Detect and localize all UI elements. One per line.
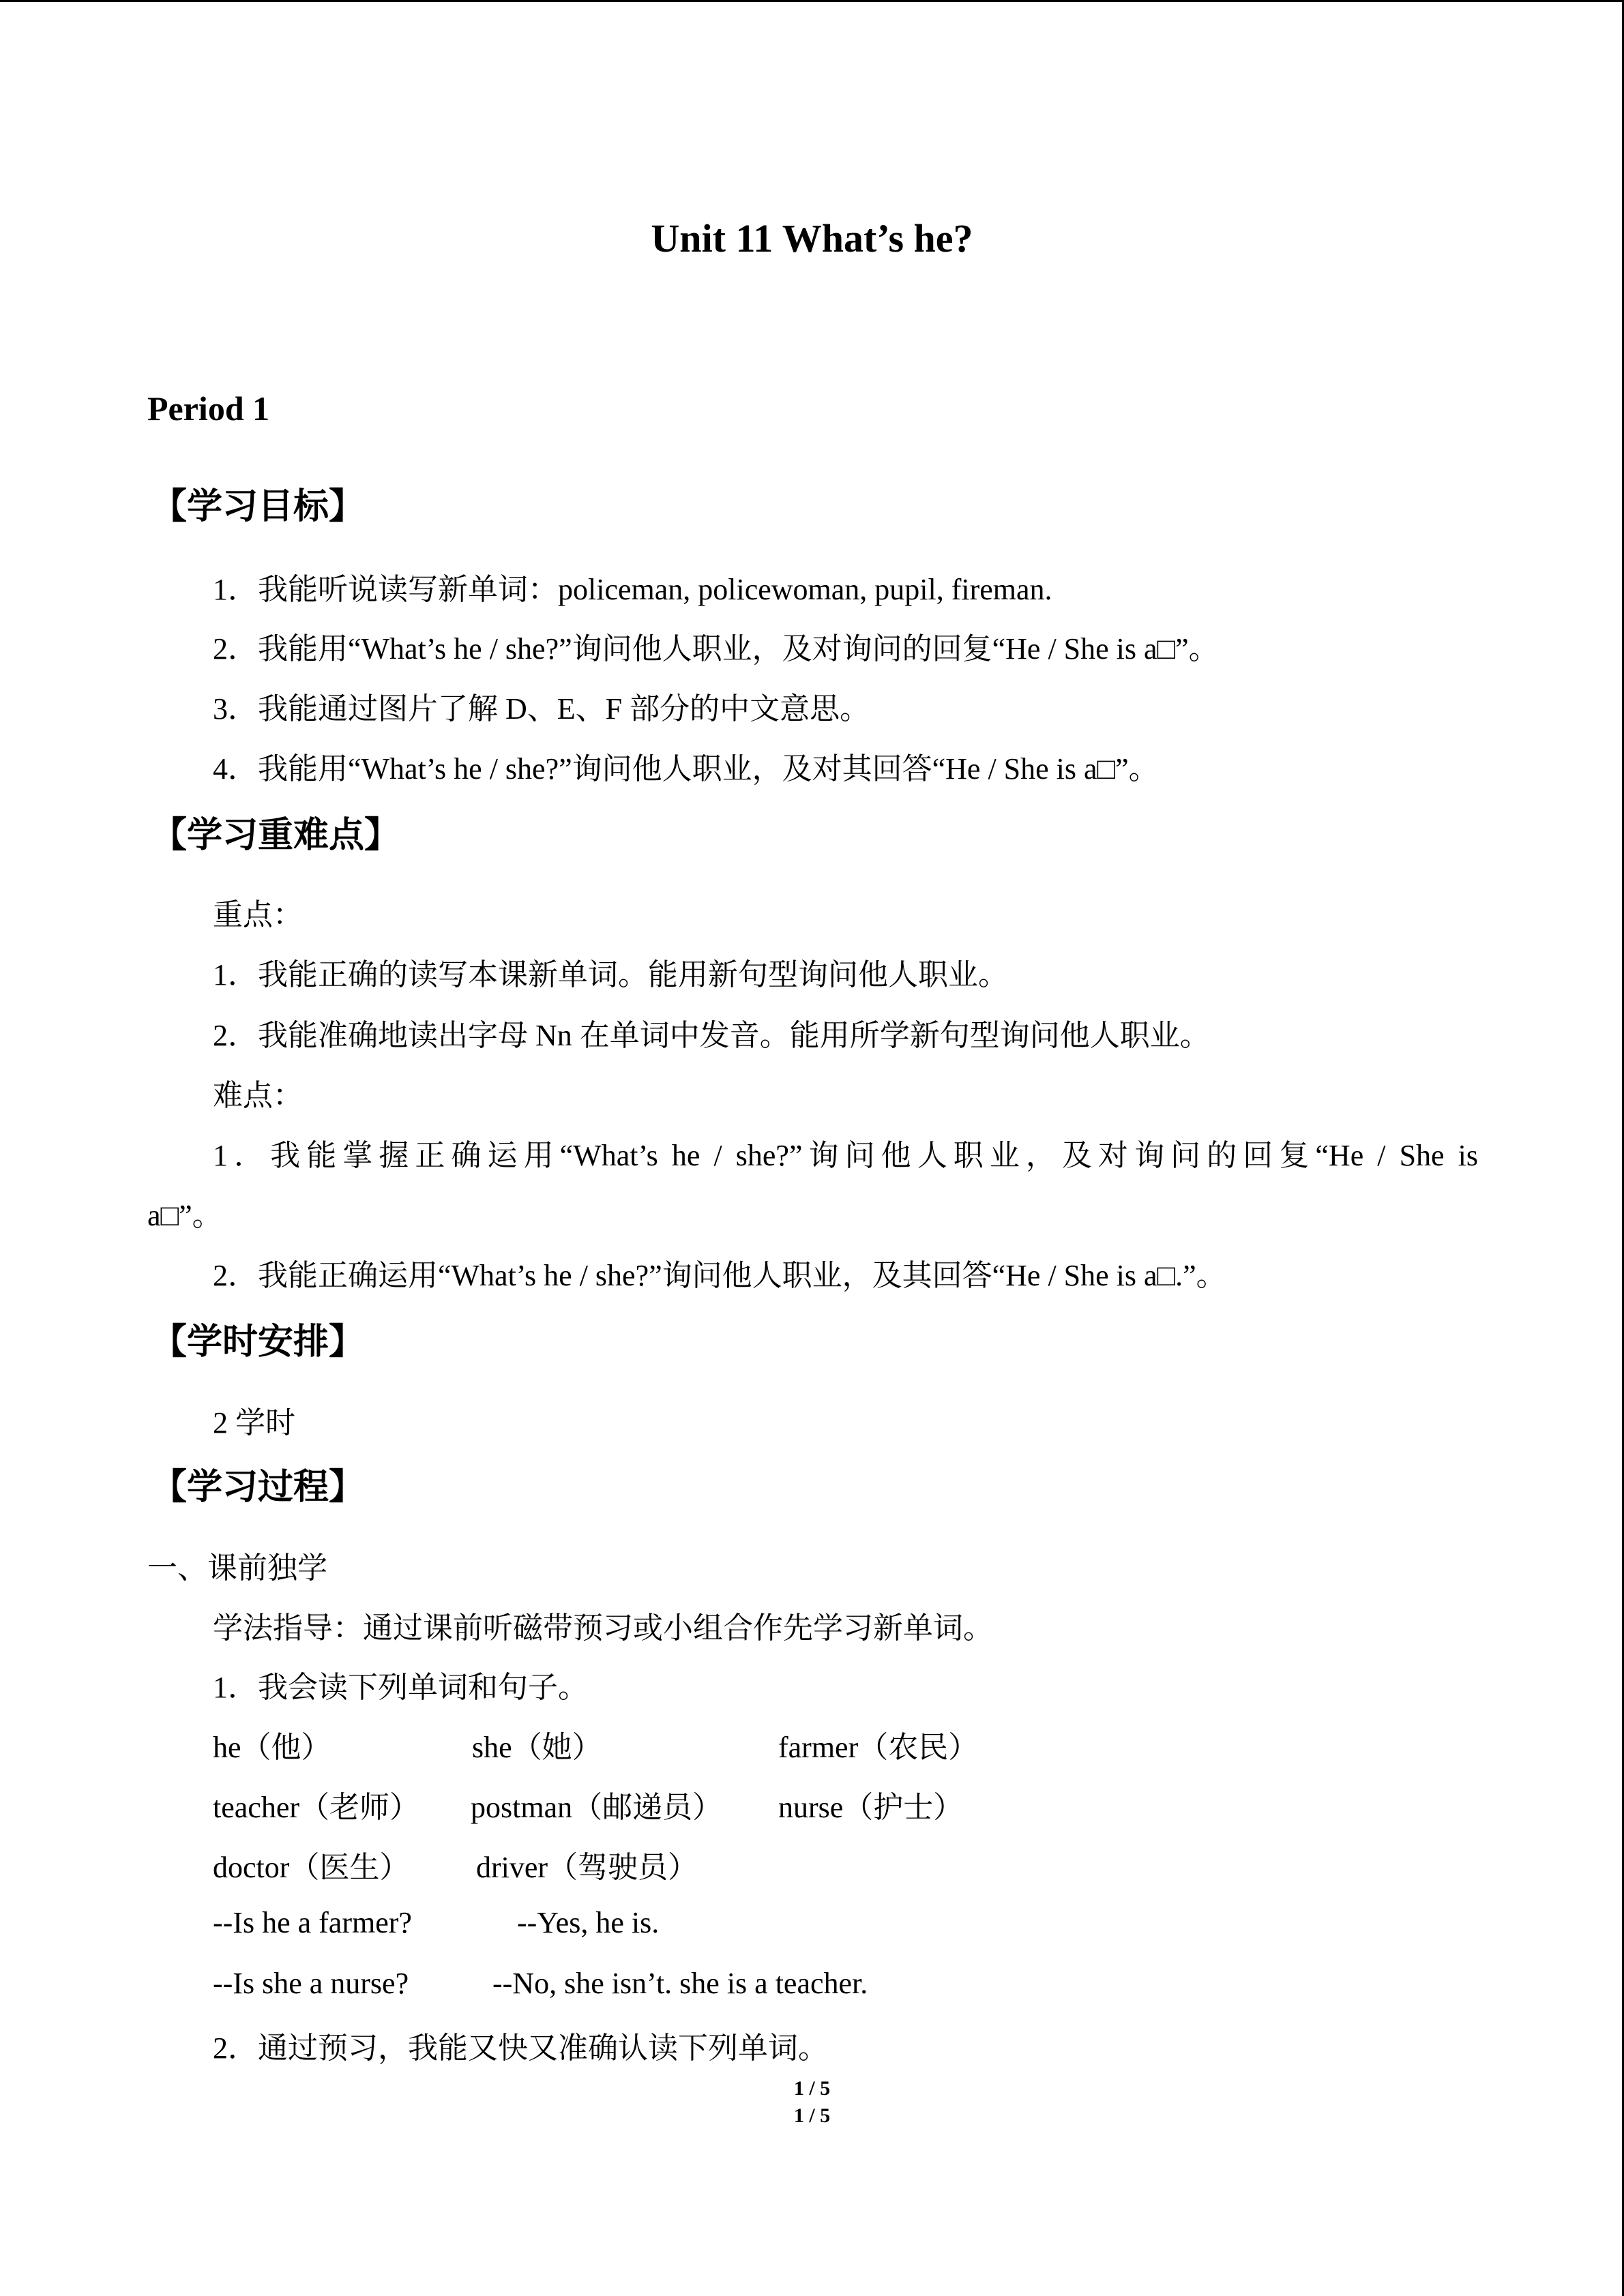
method-guide: 学法指导：通过课前听磁带预习或小组合作先学习新单词。 <box>213 1611 993 1645</box>
vocab-word: doctor（医生） <box>213 1851 410 1884</box>
goal-item: 2．我能用“What’s he / she?”询问他人职业，及对询问的回复“He / She is a□”。 <box>213 632 1219 666</box>
difficult-label: 难点： <box>213 1079 303 1112</box>
page-number: 1 / 5 <box>793 2077 831 2100</box>
keypoints-heading: 【学习重难点】 <box>151 815 400 856</box>
part-one-heading: 一、课前独学 <box>147 1551 327 1585</box>
vocab-word: he（他） <box>213 1731 331 1764</box>
period-heading: Period 1 <box>147 389 270 428</box>
dialog-answer: --Yes, he is. <box>517 1906 660 1939</box>
focus-item: 1．我能正确的读写本课新单词。能用新句型询问他人职业。 <box>213 958 1008 992</box>
vocab-word: postman（邮递员） <box>471 1791 723 1824</box>
vocab-word: farmer（农民） <box>778 1731 979 1764</box>
dialog-question: --Is he a farmer? <box>213 1906 412 1939</box>
focus-label: 重点： <box>213 898 303 931</box>
page-number: 1 / 5 <box>793 2104 831 2127</box>
difficult-item-continuation: a□”。 <box>147 1199 222 1232</box>
goal-item: 4．我能用“What’s he / she?”询问他人职业，及对其回答“He / She is a□”。 <box>213 752 1159 786</box>
vocab-word: nurse（护士） <box>778 1791 964 1824</box>
dialog-question: --Is she a nurse? <box>213 1967 409 2000</box>
dialog-answer: --No, she isn’t. she is a teacher. <box>492 1967 868 2000</box>
process-heading: 【学习过程】 <box>151 1467 365 1508</box>
vocab-word: teacher（老师） <box>213 1791 419 1824</box>
goal-item: 1．我能听说读写新单词：policeman, policewoman, pupil, fireman. <box>213 573 1052 606</box>
difficult-item: 1．我能掌握正确运用“What’s he / she?”询问他人职业，及对询问的回复“He / She is <box>213 1139 1478 1172</box>
difficult-item: 2．我能正确运用“What’s he / she?”询问他人职业，及其回答“He / She is a□.”。 <box>213 1259 1226 1292</box>
schedule-value: 2 学时 <box>213 1406 295 1440</box>
vocab-word: driver（驾驶员） <box>476 1851 698 1884</box>
document-title: Unit 11 What’s he? <box>651 216 973 260</box>
schedule-heading: 【学时安排】 <box>151 1322 365 1362</box>
focus-item: 2．我能准确地读出字母 Nn 在单词中发音。能用所学新句型询问他人职业。 <box>213 1019 1210 1052</box>
vocab-word: she（她） <box>472 1731 602 1764</box>
page-top-border <box>0 0 1624 2</box>
goal-item: 3．我能通过图片了解 D、E、F 部分的中文意思。 <box>213 692 870 726</box>
task-two: 2．通过预习，我能又快又准确认读下列单词。 <box>213 2031 828 2065</box>
goals-heading: 【学习目标】 <box>151 486 365 527</box>
task-one: 1．我会读下列单词和句子。 <box>213 1671 588 1704</box>
